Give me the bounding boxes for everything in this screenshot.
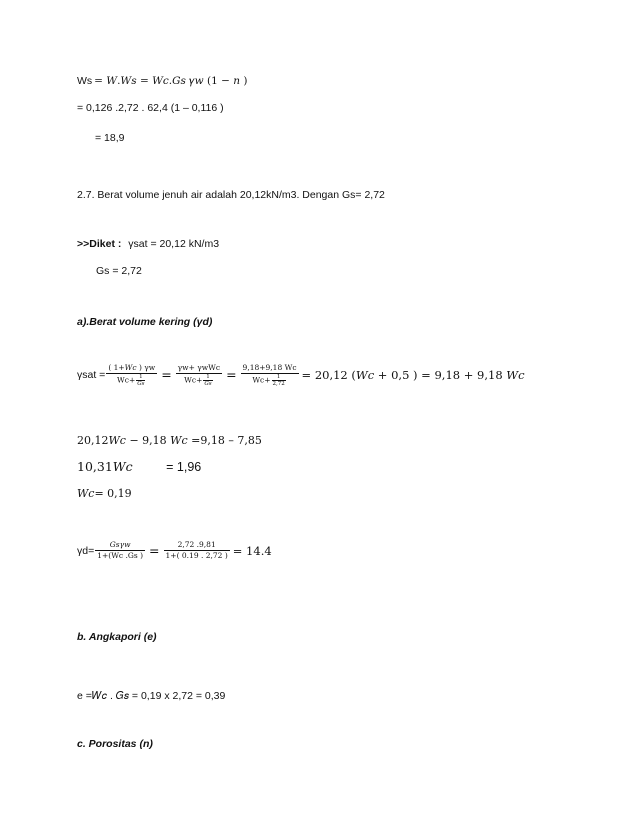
fraction-3-den-text: Wc+ xyxy=(252,375,271,385)
ws-label: Ws xyxy=(77,75,93,87)
fraction-3-numerator: 9,18+9,18 Wc xyxy=(242,363,297,372)
section-b-heading: b. Angkapori (e) xyxy=(77,631,157,643)
fraction-1-inner xyxy=(136,374,145,387)
fraction-2-numerator: γw+ γwWc xyxy=(177,363,221,372)
solve-step-1: 20,12𝑊𝑐 − 9,18 𝑊𝑐 =9,18 – 7,85 xyxy=(77,434,262,447)
fraction-3-denominator xyxy=(241,374,299,387)
gamma-d-fraction-2 xyxy=(164,540,230,561)
fraction-1-denominator xyxy=(106,374,157,387)
fraction-1-den-text: Wc+ xyxy=(117,375,136,385)
fraction-3-inner-num: 1 xyxy=(272,374,286,381)
fraction-3-inner xyxy=(272,374,286,387)
gamma-d-fraction-2-denominator: 1+( 0.19 . 2,72 ) xyxy=(165,551,228,560)
fraction-1-inner-num: 1 xyxy=(136,374,145,381)
fraction-2-inner xyxy=(203,374,212,387)
solve-step-3: 𝑊𝑐= 0,19 xyxy=(77,487,132,500)
gamma-sat-lhs: γsat = xyxy=(77,369,106,381)
fraction-3-inner-den: 2,72 xyxy=(272,381,285,387)
ws-result: = 18,9 xyxy=(95,132,125,144)
gamma-d-fraction-1-denominator: 1+(Wc .Gs ) xyxy=(97,551,144,560)
fraction-3 xyxy=(241,363,299,387)
gamma-d-fraction-1 xyxy=(95,540,145,561)
gamma-d-equation xyxy=(77,540,272,561)
gamma-d-rhs: = 14.4 xyxy=(232,543,272,558)
gamma-d-equals-1: = xyxy=(149,542,160,558)
problem-statement: 2.7. Berat volume jenuh air adalah 20,12kN/m3. Dengan Gs= 2,72 xyxy=(77,189,385,201)
section-a-heading: a).Berat volume kering (γd) xyxy=(77,316,213,328)
fraction-2-inner-num: 1 xyxy=(203,374,212,381)
solve-step-2-left: 10,31𝑊𝑐 xyxy=(77,459,133,474)
ws-formula-rhs: = 𝑊.𝑊𝑠 = 𝑊𝑐.𝐺𝑠 𝛾𝑤 (1 − 𝑛 ) xyxy=(94,75,248,87)
fraction-2-denominator xyxy=(176,374,222,387)
gamma-sat-equation xyxy=(77,363,525,387)
section-c-heading: c. Porositas (n) xyxy=(77,738,153,750)
ws-formula xyxy=(77,74,247,88)
diket-line xyxy=(77,237,219,251)
void-ratio-line: e =𝑊𝑐 . 𝐺𝑠 = 0,19 x 2,72 = 0,39 xyxy=(77,690,226,702)
solve-step-2 xyxy=(77,460,201,474)
gamma-d-fraction-1-numerator: 𝐺𝑠𝛾𝑤 xyxy=(95,540,145,551)
gamma-sat-rhs: = 20,12 (𝑊𝑐 + 0,5 ) = 9,18 + 9,18 𝑊𝑐 xyxy=(301,368,525,382)
fraction-1 xyxy=(106,363,157,387)
fraction-2-den-text: Wc+ xyxy=(184,375,203,385)
diket-label: >>Diket : xyxy=(77,238,122,250)
fraction-2-inner-den: 𝐺𝑠 xyxy=(204,381,212,387)
gamma-d-fraction-2-numerator: 2,72 .9,81 xyxy=(164,540,230,551)
gamma-d-lhs: γd= xyxy=(77,544,95,557)
solve-step-2-right: = 1,96 xyxy=(166,460,202,474)
fraction-2 xyxy=(176,363,222,387)
fraction-1-numerator: ( 1+𝑊𝑐 ) γw xyxy=(108,363,156,372)
fraction-1-inner-den: 𝐺𝑠 xyxy=(137,381,145,387)
equals-2: = xyxy=(226,367,237,382)
diket-gs: Gs = 2,72 xyxy=(96,265,142,277)
ws-substitution: = 0,126 .2,72 . 62,4 (1 – 0,116 ) xyxy=(77,102,224,114)
diket-gamma-sat: γsat = 20,12 kN/m3 xyxy=(128,238,220,250)
equals-1: = xyxy=(161,367,172,382)
